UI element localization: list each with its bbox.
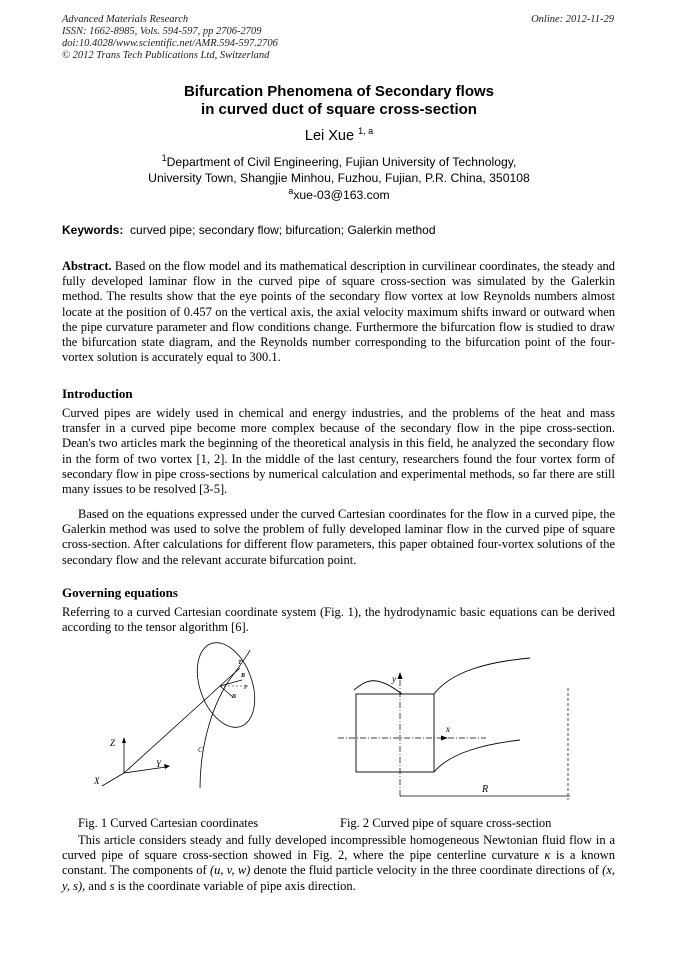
- online-date: Online: 2012-11-29: [531, 14, 614, 25]
- outer-wall-top: [434, 658, 530, 694]
- outer-wall-bottom: [434, 740, 520, 772]
- figure-1-curved-cartesian: [88, 640, 278, 790]
- doi-line: doi:10.4028/www.scientific.net/AMR.594-597.2706: [62, 38, 278, 49]
- label-y: y: [392, 674, 396, 684]
- label-n: N: [232, 694, 237, 700]
- abstract-label: Abstract.: [62, 259, 112, 273]
- z-axis-arrow: [122, 737, 126, 743]
- affiliation-line-1: Department of Civil Engineering, Fujian University of Technology,: [166, 155, 517, 170]
- cross-section-ellipse: [187, 640, 266, 735]
- position-vector: [124, 686, 220, 773]
- label-c: C: [198, 746, 203, 754]
- journal-name: Advanced Materials Research: [62, 14, 189, 25]
- label-x: x: [446, 724, 450, 734]
- author-name: Lei Xue: [304, 127, 355, 144]
- symbol-uvw: (u, v, w): [209, 863, 251, 878]
- copyright-line: © 2012 Trans Tech Publications Ltd, Switzerland: [62, 50, 270, 61]
- section-heading-introduction: Introduction: [62, 386, 133, 401]
- affiliation: [0, 150, 678, 186]
- body-text-5: is the coordinate variable of pipe axis direction.: [114, 878, 356, 893]
- section-heading-governing-equations: Governing equations: [62, 585, 178, 600]
- keywords: [62, 223, 436, 237]
- intro-paragraph-1: Curved pipes are widely used in chemical and energy industries, and the problems of the heat and mass transfer in a curved pipe become more complex because of the secondary flow in the pipe cross-section. Dean's two articles mark the beginning of the theoretical analysis in this field, he analyzed the secondary flow in the form of two vortex [1, 2]. In the middle of the last century, researchers found the four vortex form of secondary flow in pipe cross-sections by numerical calculation and experimental methods, so far there are still many issues to be resolved [3-5].: [62, 406, 615, 497]
- title-line-2: in curved duct of square cross-section: [201, 101, 477, 118]
- governing-paragraph-1: Referring to a curved Cartesian coordinate system (Fig. 1), the hydrodynamic basic equations can be derived according to the tensor algorithm [6].: [62, 605, 615, 635]
- paper-title: [0, 83, 678, 119]
- title-line-1: Bifurcation Phenomena of Secondary flows: [183, 83, 495, 100]
- body-text-3: denote the fluid particle velocity in the three coordinate directions of: [250, 863, 603, 878]
- issn-line: ISSN: 1662-8985, Vols. 594-597, pp 2706-2709: [62, 26, 262, 37]
- body-paragraph: [62, 833, 615, 894]
- label-t: T: [238, 660, 242, 666]
- intro-paragraph-2: Based on the equations expressed under the curved Cartesian coordinates for the flow in a curved pipe, the Galerkin method was used to solve the problem of fully developed laminar flow in the curved pipe of square cross-section. After calculations for different flow parameters, this paper obtained four-vortex solutions of the secondary flow and the relevant accurate bifurcation point.: [62, 507, 615, 567]
- x-axis: [102, 773, 124, 786]
- symbol-s: s: [109, 878, 115, 893]
- affiliation-sup: 1: [161, 153, 167, 163]
- symbol-kappa: κ: [544, 848, 551, 863]
- email-sup: a: [288, 186, 294, 196]
- y-axis-arrow: [164, 764, 170, 769]
- keywords-label: Keywords:: [62, 223, 124, 237]
- author: [0, 126, 678, 144]
- label-y: Y: [156, 759, 162, 769]
- symbol-xys: (x, y, s): [62, 863, 615, 893]
- author-sup: 1, a: [358, 126, 374, 136]
- body-text-2: is a known constant. The components of: [62, 848, 615, 878]
- email: [0, 186, 678, 202]
- label-x: X: [94, 776, 100, 786]
- keywords-text: curved pipe; secondary flow; bifurcation; Galerkin method: [130, 223, 436, 237]
- abstract-text: Based on the flow model and its mathematical description in curvilinear coordinates, the steady and fully developed laminar flow in the curved pipe of square cross-section was simulated by the Galerkin method. The results show that the eye points of the secondary flow vortex at low Reynolds numbers almost locate at the position of 0.457 on the vertical axis, the axial velocity maximum shifts inward or outward when the pipe curvature parameter and flow conditions change. Furthermore the bifurcation flow is studied to draw the bifurcation state diagram, and the Reynolds number corresponding to the bifurcation point of the four-vortex solution is accurately equal to 300.1.: [62, 259, 616, 365]
- label-z: Z: [110, 738, 116, 748]
- square-cross-section: [356, 694, 434, 772]
- abstract: [62, 259, 615, 365]
- body-text-1: This article considers steady and fully developed incompressible homogeneous Newtonian fluid flow in a curved pipe of square cross-section showed in Fig. 2, where the pipe centerline curvature: [62, 833, 615, 863]
- journal-header: [62, 14, 278, 62]
- label-b: B: [241, 673, 246, 679]
- curve-c: [200, 650, 250, 788]
- affiliation-line-2: University Town, Shangjie Minhou, Fuzhou, Fujian, P.R. China, 350108: [148, 171, 530, 186]
- label-p: P: [244, 685, 248, 691]
- figure-2-caption: Fig. 2 Curved pipe of square cross-section: [340, 816, 552, 830]
- figure-2-square-duct: [336, 652, 581, 800]
- y-axis-arrow: [398, 672, 403, 679]
- body-text-4: , and: [82, 878, 110, 893]
- email-address[interactable]: xue-03@163.com: [293, 188, 390, 203]
- x-axis-arrow: [441, 736, 448, 741]
- figure-1-caption: Fig. 1 Curved Cartesian coordinates: [78, 816, 259, 830]
- label-r: R: [482, 784, 489, 795]
